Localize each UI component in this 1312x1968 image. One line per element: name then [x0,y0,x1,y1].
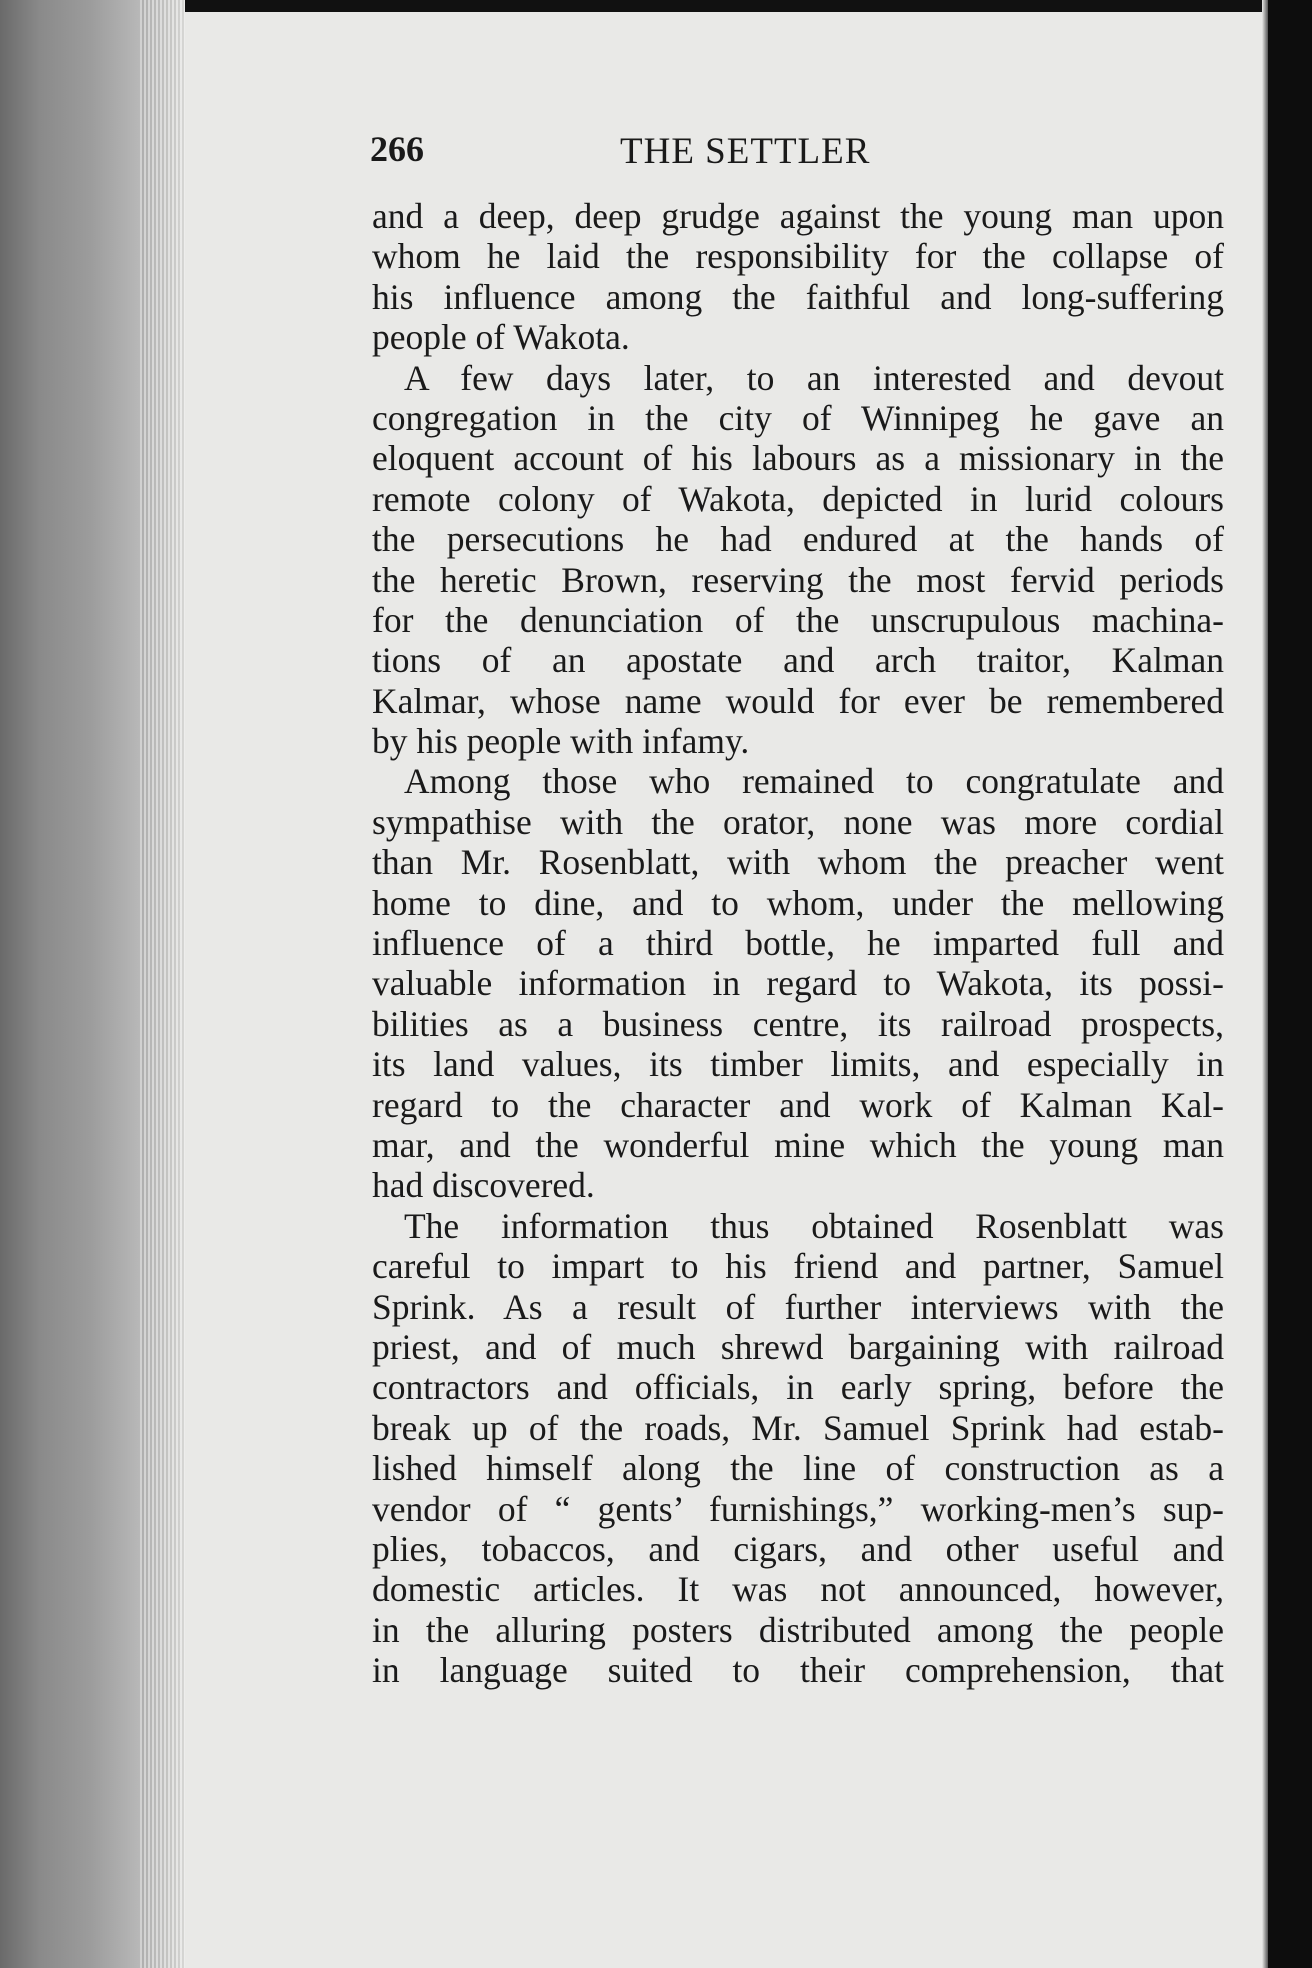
text-line: eloquent account of his labours as a missionary in the [372,438,1224,479]
text-line: mar, and the wonderful mine which the young man [372,1124,1224,1165]
paragraph [372,196,1224,358]
scan-top-border [0,0,1312,12]
text-line: careful to impart to his friend and partner, Samuel [372,1246,1224,1287]
text-line: its land values, its timber limits, and especially in [372,1044,1224,1085]
text-line: valuable information in regard to Wakota, its possi- [372,963,1224,1004]
body-text [372,196,1224,1690]
text-line: contractors and officials, in early spring, before the [372,1367,1224,1408]
text-line: regard to the character and work of Kalman Kal- [372,1084,1224,1125]
text-line: for the denunciation of the unscrupulous machina- [372,599,1224,640]
text-line: than Mr. Rosenblatt, with whom the preacher went [372,842,1224,883]
running-head: THE SETTLER [620,131,871,172]
text-line: the heretic Brown, reserving the most fervid periods [372,559,1224,600]
text-line: home to dine, and to whom, under the mellowing [372,882,1224,923]
text-line: in language suited to their comprehension, that [372,1650,1224,1691]
scan-right-border [1268,0,1312,1968]
text-line: plies, tobaccos, and cigars, and other useful and [372,1528,1224,1569]
text-line: his influence among the faithful and long-suffering [372,276,1224,317]
text-line: A few days later, to an interested and devout [404,357,1224,398]
text-line: the persecutions he had endured at the hands of [372,519,1224,560]
text-line: and a deep, deep grudge against the young man upon [372,196,1224,236]
text-line: vendor of “ gents’ furnishings,” working-men’s sup- [372,1488,1224,1529]
text-line: break up of the roads, Mr. Samuel Sprink had estab- [372,1407,1224,1448]
text-line: sympathise with the orator, none was more cordial [372,801,1224,842]
text-line: in the alluring posters distributed among the people [372,1609,1224,1650]
text-line: influence of a third bottle, he imparted full and [372,923,1224,964]
text-line: bilities as a business centre, its railroad prospects, [372,1003,1224,1044]
paragraph [372,1206,1224,1691]
text-line: congregation in the city of Winnipeg he gave an [372,397,1224,438]
text-line: had discovered. [372,1165,595,1206]
paragraph [372,358,1224,762]
text-line: whom he laid the responsibility for the collapse of [372,236,1224,277]
text-line: The information thus obtained Rosenblatt was [404,1205,1224,1246]
text-line: by his people with infamy. [372,721,750,762]
text-line: priest, and of much shrewd bargaining with railroad [372,1326,1224,1367]
book-page-edges [0,0,185,1968]
text-line: lished himself along the line of construction as a [372,1448,1224,1489]
page-number: 266 [370,129,424,169]
text-line: people of Wakota. [372,317,630,358]
text-line: remote colony of Wakota, depicted in lurid colours [372,478,1224,519]
text-line: domestic articles. It was not announced, however, [372,1569,1224,1610]
text-line: Sprink. As a result of further interviews with the [372,1286,1224,1327]
text-line: tions of an apostate and arch traitor, Kalman [372,640,1224,681]
text-line: Kalmar, whose name would for ever be remembered [372,680,1224,721]
paragraph [372,761,1224,1205]
text-line: Among those who remained to congratulate and [404,761,1224,802]
